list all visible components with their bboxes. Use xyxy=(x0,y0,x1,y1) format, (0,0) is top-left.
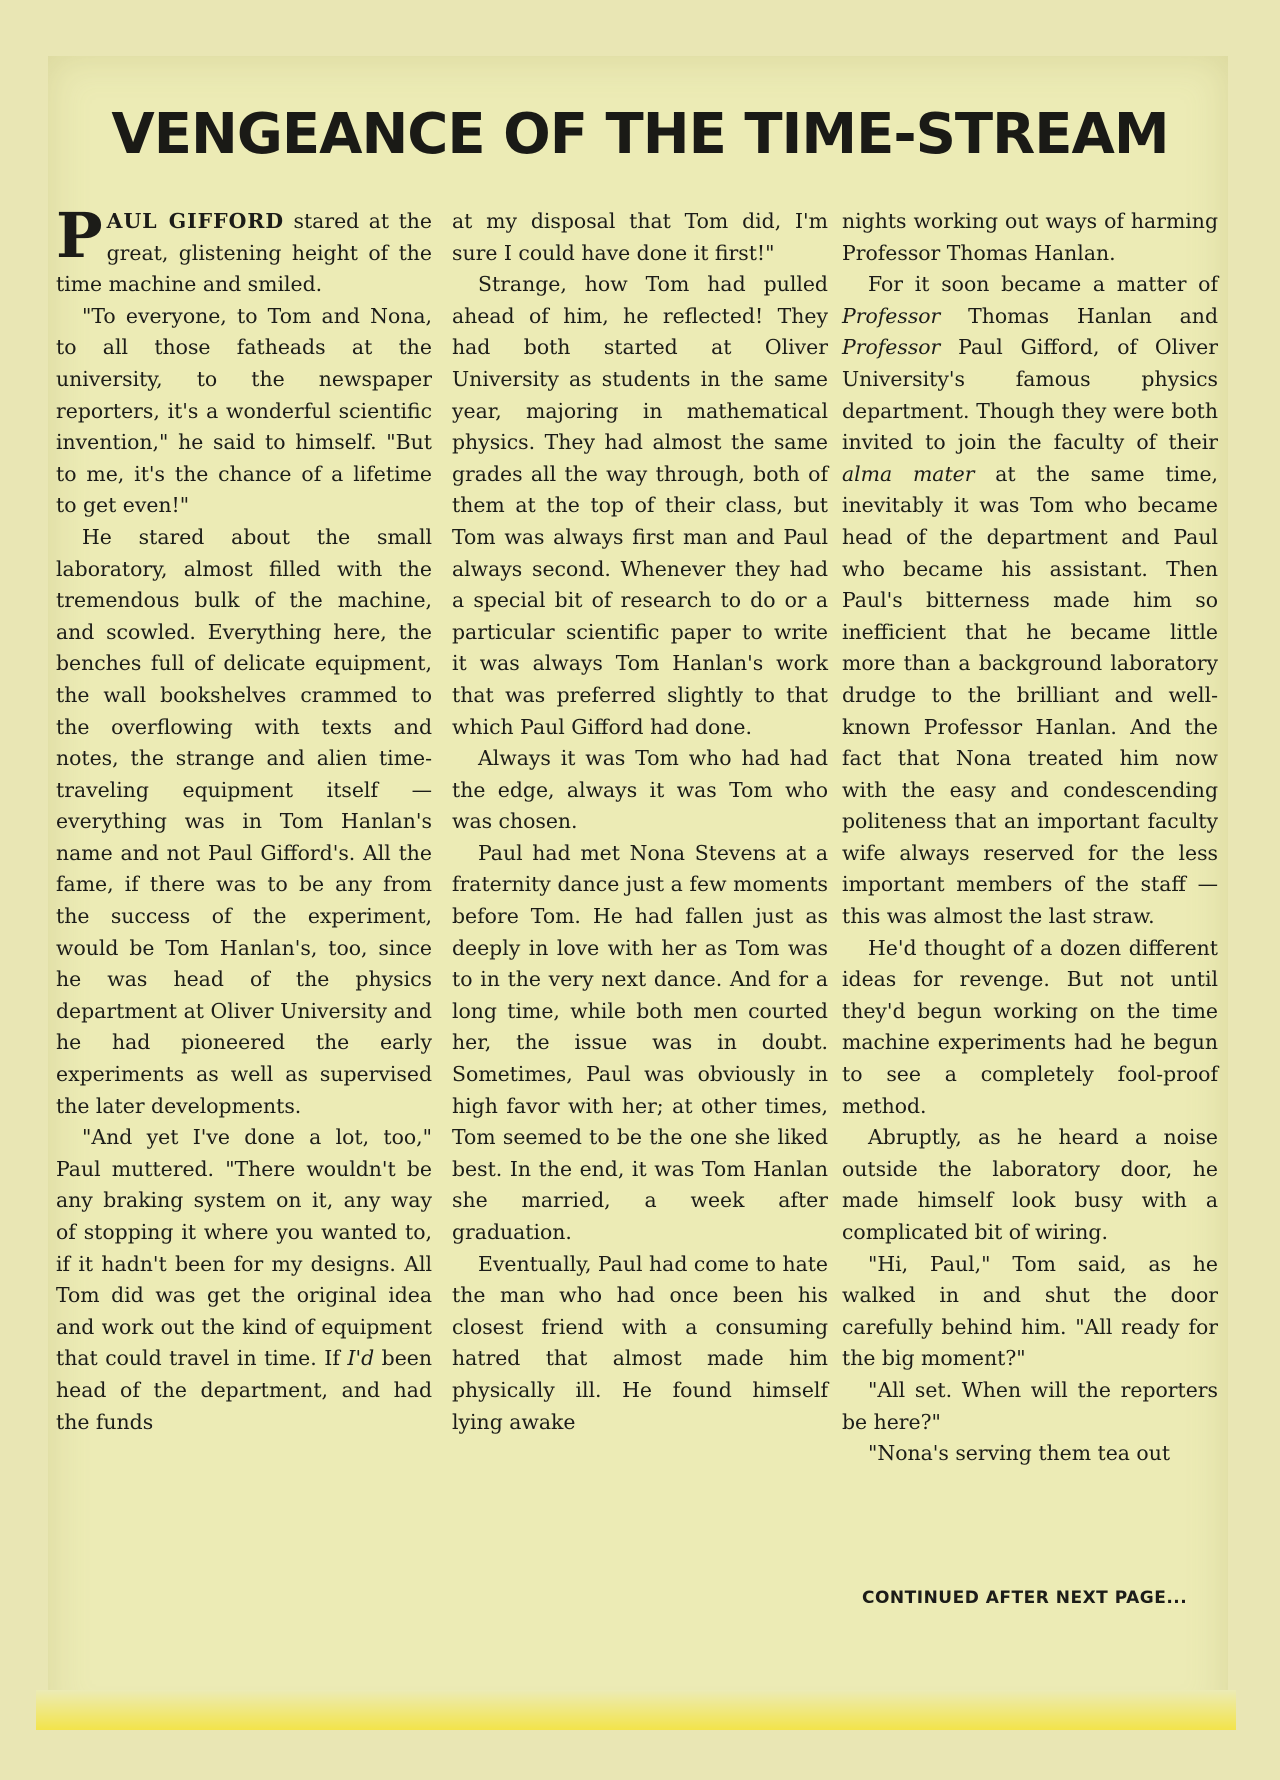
emphasis: Professor xyxy=(842,335,941,360)
paragraph: Paul had met Nona Stevens at a fraternity dance just a few moments before Tom. He had fallen just as deeply in love with her as Tom was to in the very next dance. And for a long time, while both men courted her, the issue was in doubt. Sometimes, Paul was obviously in high favor with her; at other times, Tom seemed to be the one she liked best. In the end, it was Tom Hanlan she married, a week after graduation. xyxy=(452,840,828,1244)
paragraph-text: "And yet I've done a lot, too," Paul muttered. "There wouldn't be any braking system on it, any way of stopping it where you wanted to, if it hadn't been for my designs. All Tom did was get the original idea and work out the kind of equipment that could travel in time. If xyxy=(56,1125,432,1371)
paragraph xyxy=(56,199,432,301)
paragraph: "Nona's serving them tea out xyxy=(868,1441,1171,1466)
paragraph: Eventually, Paul had come to hate the man who had once been his closest friend with a consuming hatred that almost made him physically ill. He found himself lying awake xyxy=(452,1251,828,1434)
paragraph: He'd thought of a dozen different ideas for revenge. But not until they'd begun working on the time machine experiments had he begun to see a completely fool-proof method. xyxy=(842,935,1218,1118)
continued-notice: CONTINUED AFTER NEXT PAGE... xyxy=(862,1588,1188,1608)
text-column-1 xyxy=(56,199,432,1438)
text-column-2 xyxy=(452,206,828,1438)
lead-in: AUL GIFFORD xyxy=(106,209,284,233)
paragraph-text: been head of the department, and had the funds xyxy=(56,1346,432,1434)
paragraph-text: at the same time, inevitably it was Tom who became head of the department and Paul who became his assistant. Then Paul's bitterness made him so inefficient that he became little more than a background laboratory drudge to the brilliant and well-known Professor Hanlan. And the fact that Nona treated him now with the easy and condescending politeness that an important faculty wife always reserved for the less important members of the staff — this was almost the last straw. xyxy=(842,461,1218,929)
text-column-3 xyxy=(842,206,1218,1470)
story-title: VENGEANCE OF THE TIME-STREAM xyxy=(111,102,1169,167)
paragraph: at my disposal that Tom did, I'm sure I could have done it first!" xyxy=(452,209,828,265)
emphasis: I'd xyxy=(347,1346,375,1371)
emphasis: Professor xyxy=(842,303,941,328)
paragraph-text: For it soon became a matter of xyxy=(868,272,1218,297)
paragraph-text: stared at the great, glistening height of the time machine and smiled. xyxy=(56,209,432,297)
drop-cap: P xyxy=(56,199,103,272)
paragraph-text: Thomas Hanlan and xyxy=(940,303,1218,328)
paragraph xyxy=(842,269,1218,932)
paragraph-text: Paul Gifford, of Oliver University's famous physics department. Though they were both invited to join the faculty of their xyxy=(842,335,1218,455)
paragraph: "To everyone, to Tom and Nona, to all those fatheads at the university, to the newspaper reporters, it's a wonderful scientific invention," he said to himself. "But to me, it's the chance of a lifetime to get even!" xyxy=(56,303,432,518)
paragraph: nights working out ways of harming Professor Thomas Hanlan. xyxy=(842,209,1218,265)
paragraph: Abruptly, as he heard a noise outside the laboratory door, he made himself look busy with a complicated bit of wiring. xyxy=(842,1125,1218,1244)
page-edge xyxy=(36,1690,1236,1730)
paragraph: Always it was Tom who had had the edge, always it was Tom who was chosen. xyxy=(452,746,828,834)
emphasis: alma mater xyxy=(842,461,975,486)
paragraph: "Hi, Paul," Tom said, as he walked in and shut the door carefully behind him. "All ready for the big moment?" xyxy=(842,1251,1218,1371)
paragraph: He stared about the small laboratory, almost filled with the tremendous bulk of the machine, and scowled. Everything here, the benches full of delicate equipment, the wall bookshelves crammed to the overflowing with texts and notes, the strange and alien time-traveling equipment itself — everything was in Tom Hanlan's name and not Paul Gifford's. All the fame, if there was to be any from the success of the experiment, would be Tom Hanlan's, too, since he was head of the physics department at Oliver University and he had pioneered the early experiments as well as supervised the later developments. xyxy=(56,524,432,1118)
paragraph: "All set. When will the reporters be here?" xyxy=(842,1377,1218,1434)
paragraph: Strange, how Tom had pulled ahead of him, he reflected! They had both started at Oliver University as students in the same year, majoring in mathematical physics. They had almost the same grades all the way through, both of them at the top of their class, but Tom was always first man and Paul always second. Whenever they had a special bit of research to do or a particular scientific paper to write it was always Tom Hanlan's work that was preferred slightly to that which Paul Gifford had done. xyxy=(452,272,828,739)
paragraph xyxy=(56,1122,432,1438)
